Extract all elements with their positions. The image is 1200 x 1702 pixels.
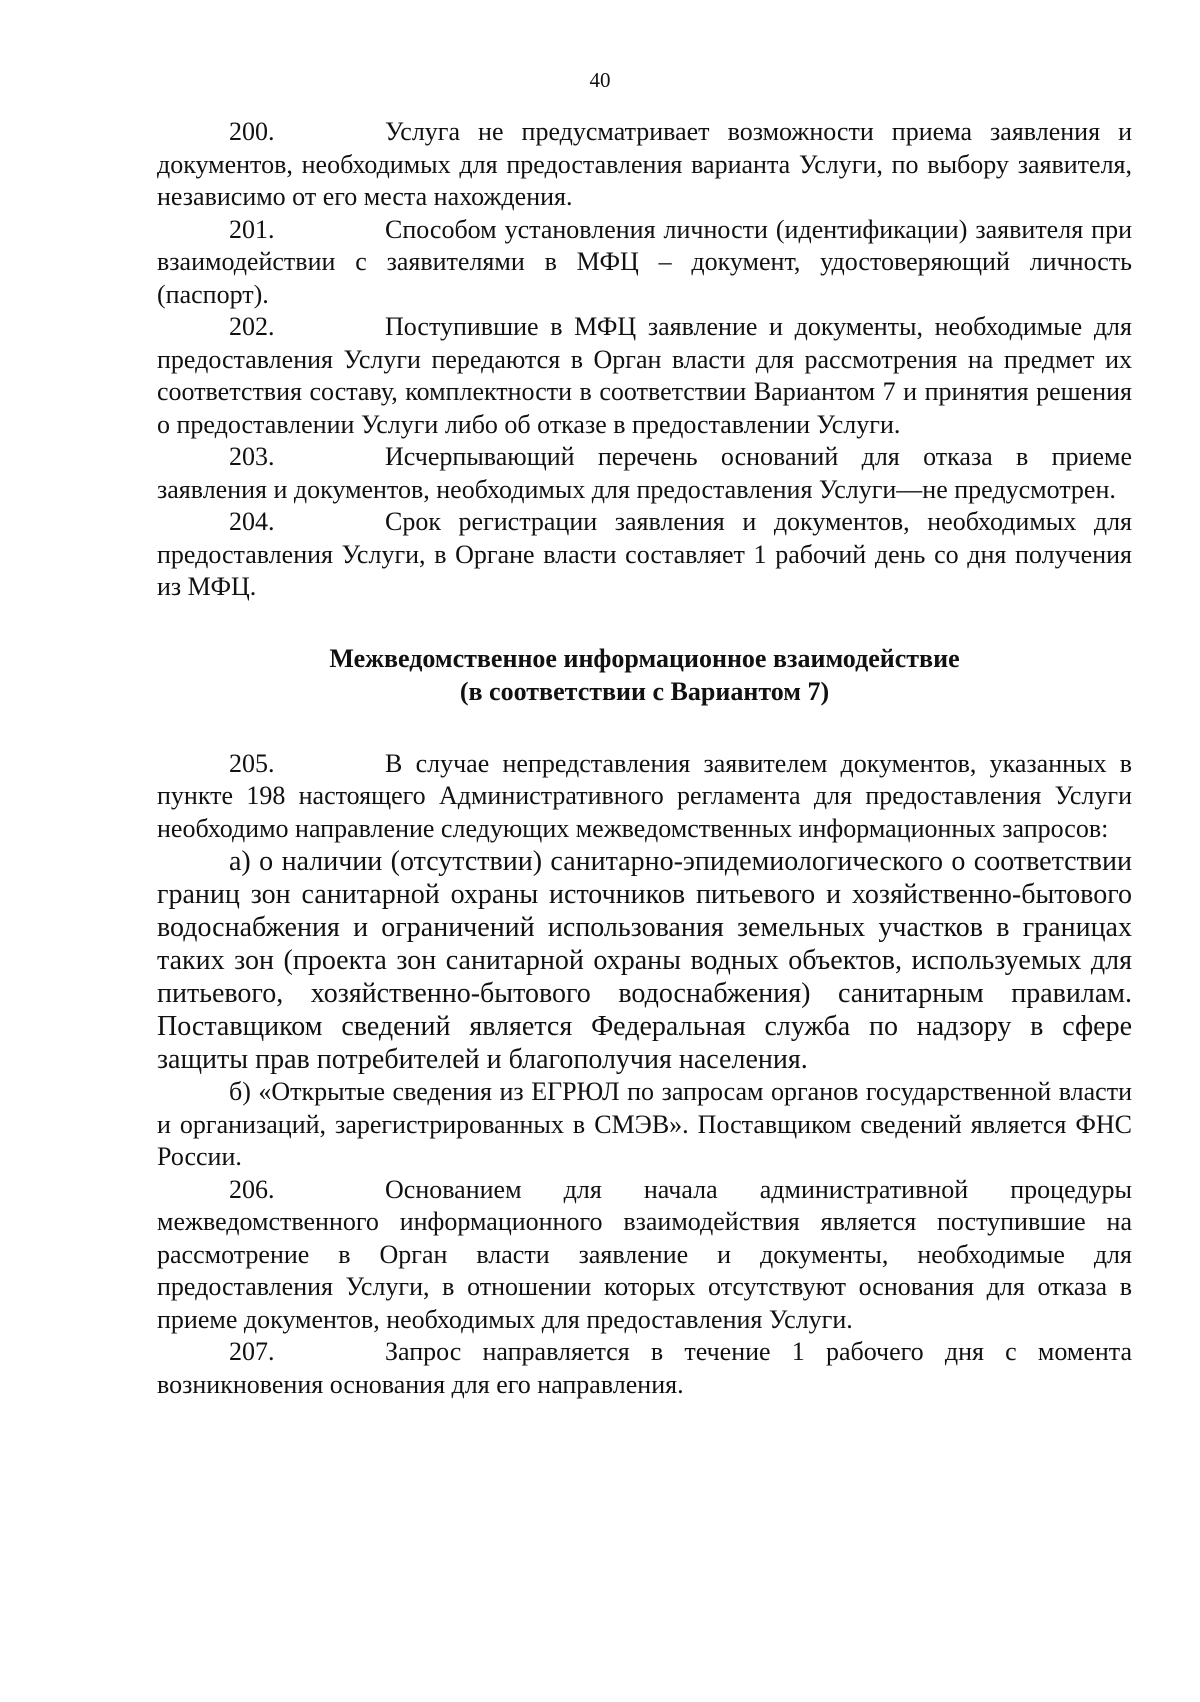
paragraph-text: Основанием для начала административной процедуры межведомственного информационного взаимодействия является поступившие на рассмотрение в Орган власти заявление и документы, необходимые для предоставления Услуги, в отношении которых отсутствуют основания для отказа в приеме документов, необходимых для предоставления Услуги. xyxy=(157,1174,1132,1334)
paragraph-number: 203. xyxy=(229,442,275,471)
paragraph-206 xyxy=(157,1174,1132,1337)
paragraph-text: Способом установления личности (идентификации) заявителя при взаимодействии с заявителями в МФЦ – документ, удостоверяющий личность (паспорт). xyxy=(157,214,1132,309)
paragraph-202 xyxy=(157,311,1132,441)
section-heading-line-1: Межведомственное информационное взаимодействие xyxy=(329,643,960,673)
paragraph-207 xyxy=(157,1336,1132,1401)
page-number: 40 xyxy=(589,68,611,92)
section-heading-line-2: (в соответствии с Вариантом 7) xyxy=(459,676,830,706)
paragraph-text: Запрос направляется в течение 1 рабочего дня с момента возникновения основания для его направления. xyxy=(157,1337,1132,1399)
paragraph-203 xyxy=(157,441,1132,506)
paragraph-205-a: а) о наличии (отсутствии) санитарно-эпидемиологического о соответствии границ зон санитарной охраны источников питьевого и хозяйственно-бытового водоснабжения и ограничений использования земельных участков в границах таких зон (проекта зон санитарной охраны водных объектов, используемых для питьевого, хозяйственно-бытового водоснабжения) санитарным правилам. Поставщиком сведений является Федеральная служба по надзору в сфере защиты прав потребителей и благополучия населения. xyxy=(157,846,1132,1075)
paragraph-number: 201. xyxy=(229,214,275,244)
paragraph-text: Услуга не предусматривает возможности приема заявления и документов, необходимых для предоставления варианта Услуги, по выбору заявителя, независимо от его места нахождения. xyxy=(157,117,1132,211)
paragraph-text: Исчерпывающий перечень оснований для отказа в приеме заявления и документов, необходимых для предоставления Услуги—не предусмотрен. xyxy=(157,442,1132,504)
paragraph-205-b: б) «Открытые сведения из ЕГРЮЛ по запросам органов государственной власти и организаций, зарегистрированных в СМЭВ». Поставщиком сведений является ФНС России. xyxy=(157,1077,1132,1171)
section-heading xyxy=(157,642,1132,708)
paragraph-text: Срок регистрации заявления и документов, необходимых для предоставления Услуги, в Органе власти составляет 1 рабочий день со дня получения из МФЦ. xyxy=(157,507,1132,601)
paragraph-205 xyxy=(157,748,1132,846)
paragraph-201 xyxy=(157,214,1132,312)
paragraph-text: В случае непредставления заявителем документов, указанных в пункте 198 настоящего Административного регламента для предоставления Услуги необходимо направление следующих межведомственных информационных запросов: xyxy=(157,748,1132,843)
document-body xyxy=(157,116,1132,1401)
paragraph-number: 205. xyxy=(229,748,275,778)
paragraph-number: 207. xyxy=(229,1337,275,1366)
paragraph-number: 206. xyxy=(229,1174,275,1204)
paragraph-200 xyxy=(157,116,1132,214)
paragraph-number: 204. xyxy=(229,507,275,536)
paragraph-number: 202. xyxy=(229,312,275,341)
paragraph-204 xyxy=(157,506,1132,604)
paragraph-text: Поступившие в МФЦ заявление и документы, необходимые для предоставления Услуги передаются в Орган власти для рассмотрения на предмет их соответствия составу, комплектности в соответствии Вариантом 7 и принятия решения о предоставлении Услуги либо об отказе в предоставлении Услуги. xyxy=(157,312,1132,439)
paragraph-number: 200. xyxy=(229,117,275,146)
